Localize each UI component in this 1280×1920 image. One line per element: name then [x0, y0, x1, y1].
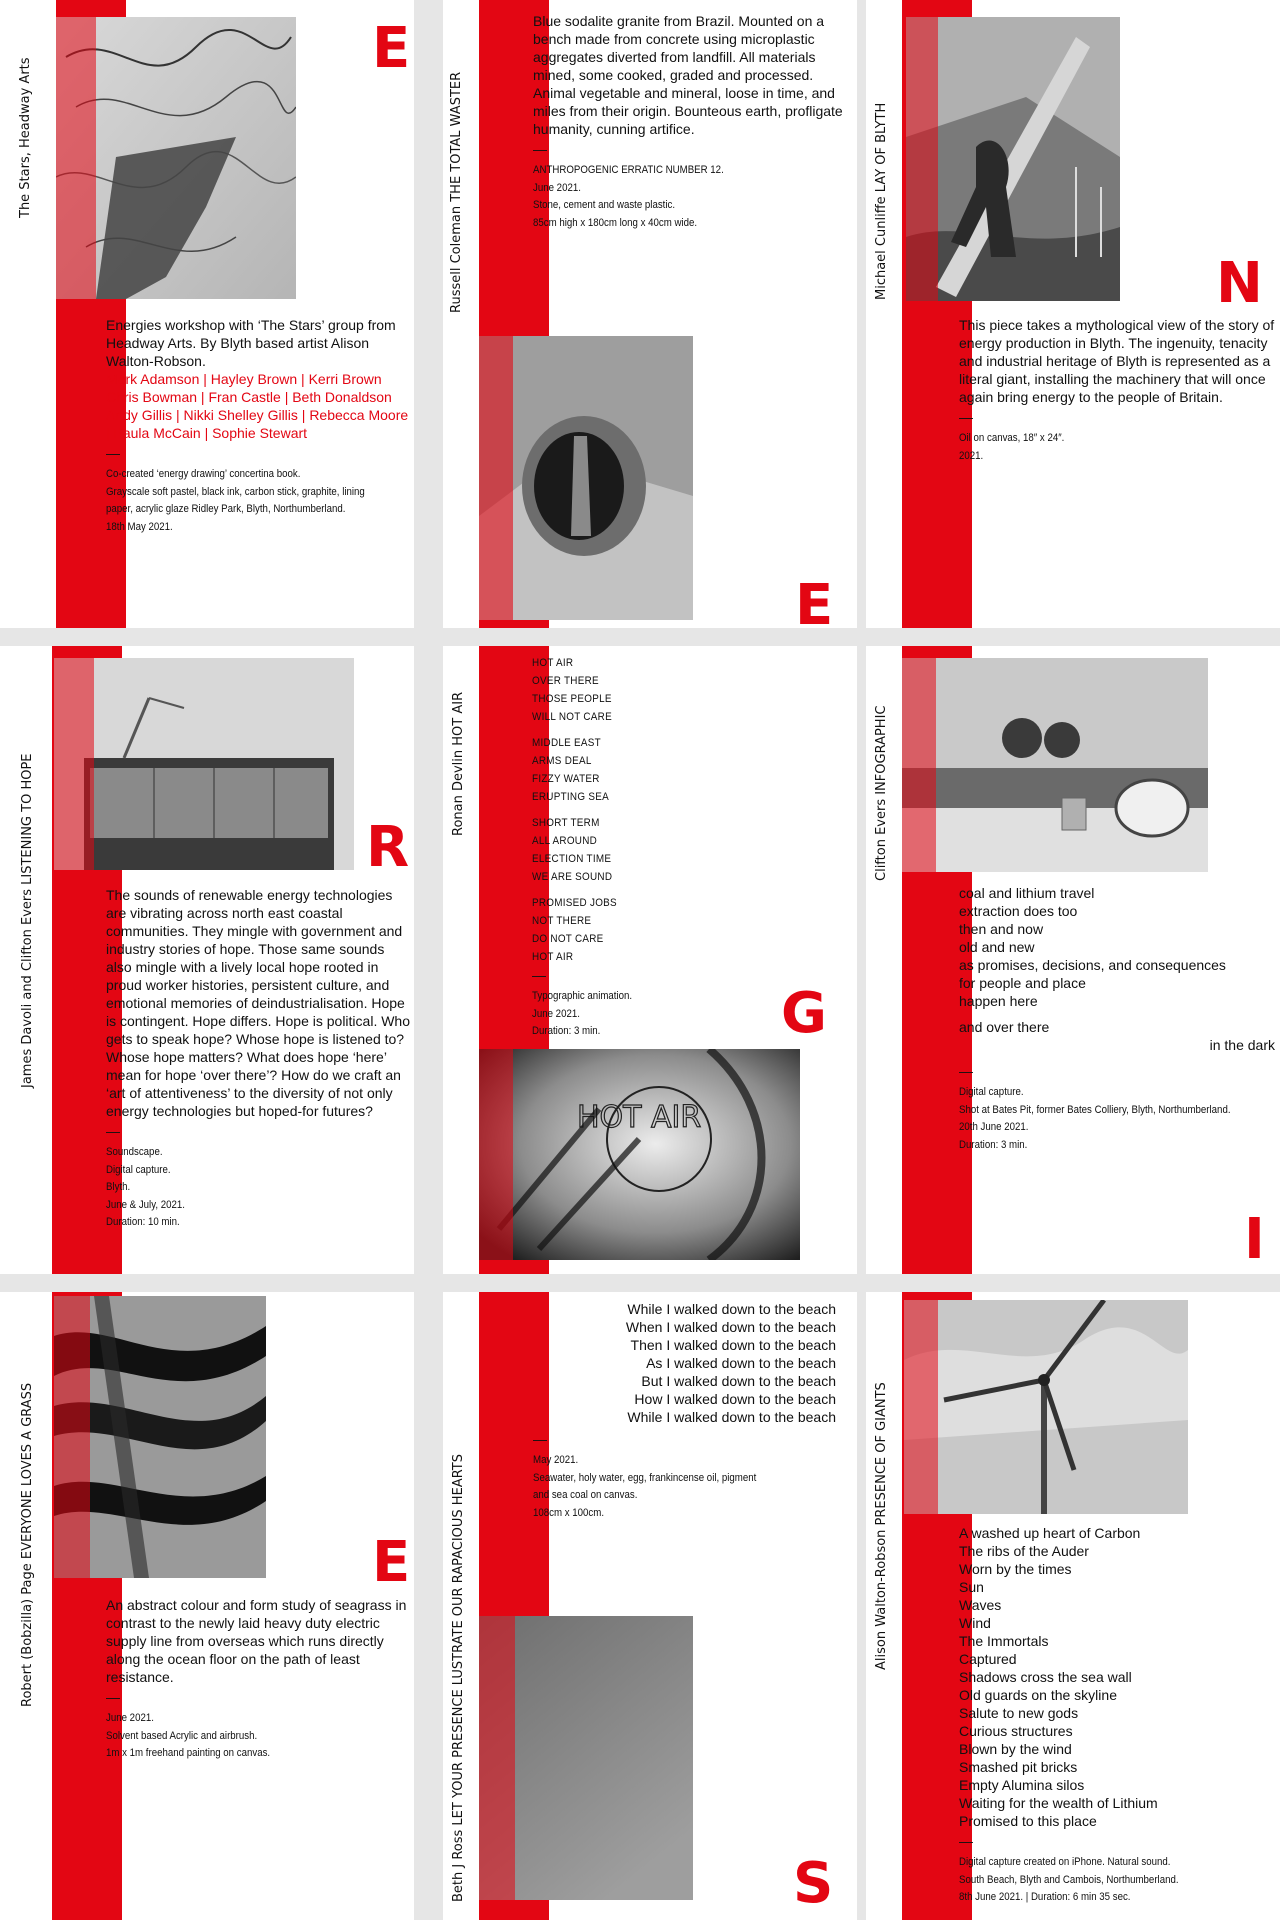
description-text: Blue sodalite granite from Brazil. Mounted on a bench made from concrete using microplastic aggregates diverted from landfill. All materials mined, some cooked, graded and processed. Animal vegetable and mineral, loose in time, and miles from their origin. Bounteous earth, profligate humanity, cunning artifice. — [533, 13, 843, 137]
stanza: HOT AIR OVER THERE THOSE PEOPLE WILL NOT CARE — [532, 657, 612, 723]
card-the-stars — [0, 0, 414, 628]
divider: — — [106, 1123, 120, 1139]
artwork-image — [56, 17, 296, 299]
card-body — [106, 316, 411, 536]
artwork-details: Typographic animation. June 2021. Duration: 3 min. — [532, 990, 633, 1037]
card-listening-to-hope — [0, 646, 414, 1274]
artwork-image — [54, 1296, 266, 1578]
vertical-title: Russell Coleman THE TOTAL WASTER — [449, 71, 464, 313]
artwork-image — [904, 1300, 1188, 1514]
poem-block: While I walked down to the beach When I walked down to the beach Then I walked down to the beach As I walked down to the beach But I walked down to the beach How I walked down to the beach While I walked down to the beach — [625, 1301, 836, 1425]
artwork-image — [479, 336, 693, 620]
divider: — — [106, 445, 120, 461]
vertical-title: James Davoli and Clifton Evers LISTENING TO HOPE — [20, 753, 35, 1088]
vertical-title: Clifton Evers INFOGRAPHIC — [874, 705, 889, 881]
artwork-image — [479, 1049, 800, 1260]
big-letter: I — [1244, 1207, 1265, 1272]
divider: — — [959, 1063, 973, 1079]
artwork-details: Digital capture. Shot at Bates Pit, former Bates Colliery, Blyth, Northumberland. 20th June 2021. Duration: 3 min. — [959, 1086, 1231, 1151]
big-letter: N — [1216, 251, 1263, 316]
card-rapacious-hearts — [443, 1292, 857, 1920]
card-total-waster — [443, 0, 857, 628]
divider: — — [533, 141, 547, 157]
card-lay-of-blyth — [866, 0, 1280, 628]
vertical-title: Michael Cunliffe LAY OF BLYTH — [874, 102, 889, 300]
big-letter: S — [793, 1851, 834, 1916]
vertical-title: Robert (Bobzilla) Page EVERYONE LOVES A GRASS — [20, 1382, 35, 1707]
artwork-image — [54, 658, 354, 870]
artwork-details: Digital capture created on iPhone. Natural sound. South Beach, Blyth and Cambois, Northumberland. 8th June 2021. | Duration: 6 min 35 sec. — [959, 1856, 1179, 1903]
card-everyone-loves-a-grass — [0, 1292, 414, 1920]
poem-block: A washed up heart of Carbon The ribs of the Auder Worn by the times Sun Waves Wind The Immortals Captured Shadows cross the sea wall Old guards on the skyline Salute to new gods Curious structures Blown by the wind Smashed pit bricks Empty Alumina silos Waiting for the wealth of Lithium Promised to this place — Digital capture created on iPhone. Natural sound. South Beach, Blyth and Cambois, Northumberland. 8th June 2021. | Duration: 6 min 35 sec. — [959, 1524, 1275, 1907]
vertical-title: Alison Walton-Robson PRESENCE OF GIANTS — [874, 1382, 889, 1670]
card-infographic — [866, 646, 1280, 1274]
divider: — — [533, 1431, 547, 1447]
card-body — [106, 886, 411, 1232]
artwork-details: Co-created ‘energy drawing’ concertina book. Grayscale soft pastel, black ink, carbon stick, graphite, lining paper, acrylic glaze Ridley Park, Blyth, Northumberland. 18th May 2021. — [106, 468, 365, 533]
divider: — — [959, 1833, 973, 1849]
poem-line: and over there — [959, 1019, 1050, 1035]
poem-text — [532, 654, 712, 966]
artwork-details: ANTHROPOGENIC ERRATIC NUMBER 12. June 2021. Stone, cement and waste plastic. 85cm high x 180cm long x 40cm wide. — [533, 164, 724, 229]
card-body — [106, 1596, 411, 1763]
poem-line-right: in the dark — [1209, 1037, 1275, 1053]
artwork-details: June 2021. Solvent based Acrylic and airbrush. 1m x 1m freehand painting on canvas. — [106, 1712, 271, 1759]
poem-lines: coal and lithium travel extraction does too then and now old and new as promises, decisions, and consequences for people and place happen here — [959, 885, 1226, 1009]
participant-names: Mark Adamson | Hayley Brown | Kerri Brown Chris Bowman | Fran Castle | Beth Donaldson Andy Gillis | Nikki Shelley Gillis | Rebecca Moore | Paula McCain | Sophie Stewart — [106, 371, 409, 441]
big-letter: E — [795, 573, 834, 628]
intro-text: Energies workshop with ‘The Stars’ group from Headway Arts. By Blyth based artist Alison Walton-Robson. — [106, 317, 396, 369]
description-text: An abstract colour and form study of seagrass in contrast to the newly laid heavy duty electric supply line from overseas which runs directly along the ocean floor on the path of least resistance. — [106, 1597, 407, 1685]
big-letter: R — [366, 815, 410, 880]
card-body — [533, 12, 848, 232]
stanza: SHORT TERM ALL AROUND ELECTION TIME WE ARE SOUND — [532, 817, 613, 883]
divider: — — [959, 409, 973, 425]
divider: — — [532, 967, 546, 983]
card-presence-of-giants — [866, 1292, 1280, 1920]
card-hot-air — [443, 646, 857, 1274]
big-letter: E — [372, 1530, 411, 1595]
artwork-image — [906, 17, 1120, 301]
artwork-details: May 2021. Seawater, holy water, egg, frankincense oil, pigment and sea coal on canvas. 108cm x 100cm. — [533, 1454, 757, 1519]
vertical-title: Beth J Ross LET YOUR PRESENCE LUSTRATE OUR RAPACIOUS HEARTS — [451, 1454, 466, 1902]
image-caption-text: HOT AIR — [577, 1100, 702, 1135]
stanza: PROMISED JOBS NOT THERE DO NOT CARE HOT AIR — [532, 897, 617, 963]
stanza: MIDDLE EAST ARMS DEAL FIZZY WATER ERUPTING SEA — [532, 737, 609, 803]
card-details — [533, 1428, 833, 1522]
vertical-title: The Stars, Headway Arts — [18, 57, 33, 218]
artwork-details: Soundscape. Digital capture. Blyth. June & July, 2021. Duration: 10 min. — [106, 1146, 185, 1228]
description-text: The sounds of renewable energy technologies are vibrating across north east coastal communities. They mingle with government and industry stories of hope. Those same sounds also mingle with a lively local hope rooted in proud worker histories, persistent culture, and emotional memories of deindustrialisation. Hope is contingent. Hope differs. Hope is political. Who gets to speak hope? Whose hope is listened to? Whose hope matters? What does hope ‘here’ mean for hope ‘over there’? How do we craft an ‘art of attentiveness’ to the diversity of not only energy technologies but hoped-for futures? — [106, 887, 411, 1119]
card-body — [959, 316, 1275, 465]
big-letter: E — [372, 16, 411, 81]
description-text: This piece takes a mythological view of the story of energy production in Blyth. The ingenuity, tenacity and industrial heritage of Blyth is represented as a literal giant, installing the machinery that will once again bring energy to the people of Britain. — [959, 317, 1275, 405]
big-letter: G — [781, 981, 827, 1046]
poem-block — [532, 654, 732, 1041]
vertical-title: Ronan Devlin HOT AIR — [451, 691, 466, 836]
artwork-image — [902, 658, 1208, 872]
artwork-details: Oil on canvas, 18″ x 24″. 2021. — [959, 432, 1065, 462]
artwork-image — [479, 1616, 693, 1900]
card-body — [959, 884, 1275, 1154]
divider: — — [106, 1689, 120, 1705]
